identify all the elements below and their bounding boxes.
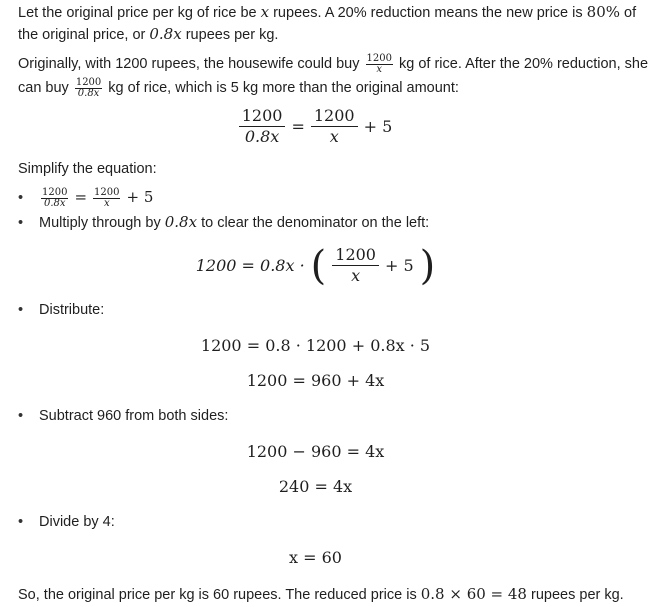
fraction-denominator: x: [351, 266, 361, 285]
math-expression: 0.8 × 60 = 48: [420, 585, 527, 603]
bullet-item-5: [18, 510, 618, 534]
bullet-item-4: [18, 404, 618, 428]
bullet-text: Distribute:: [39, 302, 105, 318]
bullet-icon: •: [18, 190, 24, 206]
bullet-icon: •: [18, 215, 24, 231]
fraction-numerator: 1200: [42, 186, 68, 198]
right-paren-icon: ): [419, 242, 436, 289]
bullet-text: Subtract 960 from both sides:: [39, 408, 229, 424]
conclusion-text: rupees per kg.: [526, 587, 624, 603]
para2-line-1: [18, 52, 648, 76]
bullet-text: Multiply through by: [39, 215, 165, 231]
math-term: + 5: [126, 188, 154, 206]
conclusion: [18, 582, 630, 607]
equation-1: [0, 106, 631, 147]
conclusion-text: So, the original price per kg is 60 rupees. The reduced price is: [18, 587, 421, 603]
equation-3: 1200 = 0.8 · 1200 + 0.8x · 5: [200, 336, 431, 355]
bullet-icon: •: [18, 514, 24, 530]
fraction-numerator: 1200: [75, 76, 102, 88]
intro-text: the original price, or: [18, 27, 150, 43]
para-text: can buy: [18, 80, 73, 96]
math-term: + 5: [363, 117, 393, 136]
equals-sign: =: [291, 117, 305, 136]
fraction-denominator: x: [329, 127, 339, 146]
fraction-denominator: x: [376, 63, 383, 75]
equation-5: 1200 − 960 = 4x: [246, 442, 385, 461]
fraction: [332, 245, 379, 286]
intro-text: rupees per kg.: [181, 27, 279, 43]
fraction-numerator: 1200: [94, 186, 120, 198]
para-text: Originally, with 1200 rupees, the housewife could buy: [18, 56, 364, 72]
bullet-text: Divide by 4:: [39, 514, 115, 530]
fraction: [311, 106, 358, 147]
intro-text: rupees. A 20% reduction means the new price is: [269, 5, 587, 21]
fraction-numerator: 1200: [239, 106, 286, 127]
bullet-icon: •: [18, 302, 24, 318]
intro-text: Let the original price per kg of rice be: [18, 5, 261, 21]
fraction-denominator: 0.8x: [43, 197, 66, 209]
math-expression: 0.8x: [164, 213, 198, 231]
percent-value: 80%: [586, 3, 620, 21]
inline-fraction: [75, 78, 102, 99]
bullet-icon: •: [18, 408, 24, 424]
equation-2: [0, 242, 631, 289]
fraction-denominator: x: [103, 197, 110, 209]
para-text: kg of rice. After the 20% reduction, she: [394, 56, 648, 72]
left-paren-icon: (: [310, 242, 327, 289]
bullet-item-3: [18, 298, 618, 322]
para-text: kg of rice, which is 5 kg more than the original amount:: [104, 80, 459, 96]
fraction-denominator: 0.8x: [77, 87, 100, 99]
intro-line-2: [18, 22, 630, 47]
bullet-text: to clear the denominator on the left:: [197, 215, 430, 231]
bullet-item-1: [18, 185, 618, 210]
fraction: [239, 106, 286, 147]
fraction-numerator: 1200: [332, 245, 379, 266]
bullet-item-2: [18, 210, 618, 235]
para2-line-2: [18, 76, 630, 100]
inline-fraction: [93, 188, 120, 209]
math-expression: 0.8x: [149, 25, 182, 43]
equation-7: x = 60: [289, 548, 342, 567]
simplify-label: Simplify the equation:: [18, 161, 157, 177]
equation-6: 240 = 4x: [278, 477, 353, 496]
inline-fraction: [41, 188, 68, 209]
var-x: x: [260, 3, 270, 21]
intro-text: of: [620, 5, 637, 21]
inline-fraction: [366, 54, 393, 75]
fraction-numerator: 1200: [366, 52, 392, 64]
math-term: + 5: [384, 256, 414, 275]
fraction-numerator: 1200: [311, 106, 358, 127]
equation-4: 1200 = 960 + 4x: [246, 371, 385, 390]
fraction-denominator: 0.8x: [244, 127, 280, 146]
math-expression: 1200 = 0.8x ·: [195, 256, 305, 275]
equals-sign: =: [74, 188, 88, 206]
